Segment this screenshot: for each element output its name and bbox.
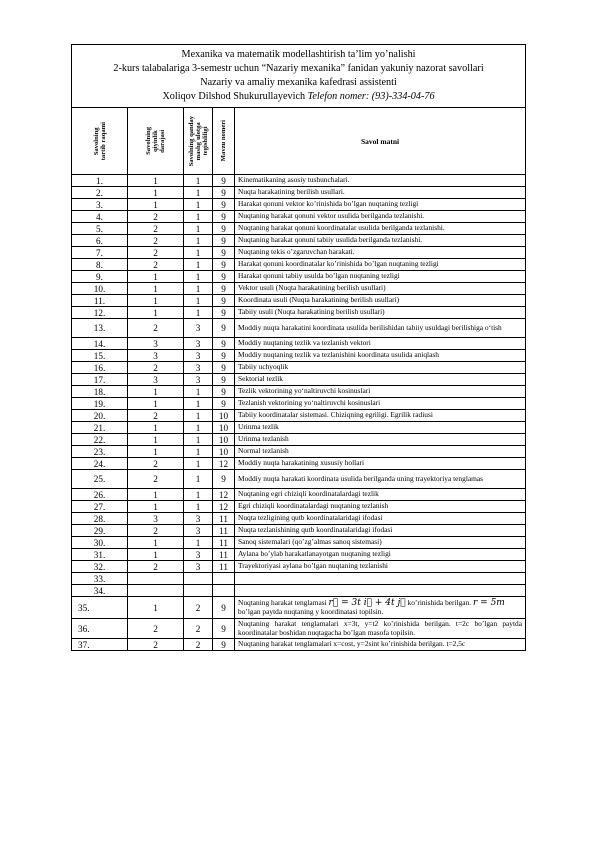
row-question: Harakat qonuni tabiiy usulda bo’lgan nuqtaning tezligi — [235, 271, 526, 283]
row-question: Moddiy nuqtaning tezlik va tezlanishini koordinata usulida aniqlash — [235, 350, 526, 362]
row-lesson-type: 1 — [184, 434, 213, 446]
question-text-part: Nuqtaning harakat tenglamasi — [238, 597, 327, 607]
table-row — [72, 319, 526, 338]
row-question: Harakat qonuni koordinatalar ko’rinishida bo’lgan nuqtaning tezligi — [235, 259, 526, 271]
row-lesson-type: 3 — [184, 350, 213, 362]
row-number: 33. — [72, 573, 128, 585]
row-number: 6. — [72, 235, 128, 247]
row-topic: 11 — [213, 525, 235, 537]
row-question: Nuqta tezligining qutb koordinatalaridagi ifodasi — [235, 513, 526, 525]
row-difficulty: 1 — [128, 386, 184, 398]
author-name: Xoliqov Dilshod Shukurullayevich — [162, 91, 306, 102]
row-topic: 9 — [213, 271, 235, 283]
row-lesson-type: 3 — [184, 374, 213, 386]
table-row — [72, 398, 526, 410]
row-difficulty: 2 — [128, 639, 184, 651]
row-difficulty: 2 — [128, 319, 184, 338]
row-number: 32. — [72, 561, 128, 573]
table-row — [72, 307, 526, 319]
row-difficulty: 3 — [128, 513, 184, 525]
question-text-part: bo’lgan paytda nuqtaning y koordinatasi topilsin. — [238, 606, 384, 616]
row-lesson-type: 1 — [184, 283, 213, 295]
row-question: Vektor usuli (Nuqta harakatining berilish usullari) — [235, 283, 526, 295]
row-topic — [213, 573, 235, 585]
row-topic: 10 — [213, 446, 235, 458]
row-question: Trayektoriyasi aylana bo’lgan nuqtaning tezlanishi — [235, 561, 526, 573]
row-topic: 9 — [213, 223, 235, 235]
row-topic: 9 — [213, 259, 235, 271]
row-number: 1. — [72, 175, 128, 187]
table-row — [72, 549, 526, 561]
col-header-topic-number: Mavzu nomeri — [213, 108, 235, 175]
row-difficulty — [128, 573, 184, 585]
row-difficulty: 2 — [128, 561, 184, 573]
row-question: Tabiiy koordinatalar sistemasi. Chiziqning egriligi. Egrilik radiusi — [235, 410, 526, 422]
header-line-1: Mexanika va matematik modellashtirish ta’lim yo’nalishi — [181, 49, 416, 60]
table-row — [72, 247, 526, 259]
table-row — [72, 410, 526, 422]
row-number: 15. — [72, 350, 128, 362]
row-difficulty: 2 — [128, 525, 184, 537]
row-topic: 11 — [213, 561, 235, 573]
document-header-row — [72, 45, 526, 108]
row-difficulty: 2 — [128, 470, 184, 489]
row-number: 14. — [72, 338, 128, 350]
row-question: Urinma tezlanish — [235, 434, 526, 446]
row-lesson-type: 1 — [184, 271, 213, 283]
row-question: Nuqta harakatining berilish usullari. — [235, 187, 526, 199]
row-question: Nuqtaning harakat qonuni tabiiy usulida berilganda tezlanishi. — [235, 235, 526, 247]
row-topic: 9 — [213, 319, 235, 338]
row-difficulty: 1 — [128, 271, 184, 283]
row-difficulty: 1 — [128, 537, 184, 549]
table-row — [72, 585, 526, 597]
row-number: 11. — [72, 295, 128, 307]
table-row — [72, 470, 526, 489]
row-topic: 9 — [213, 362, 235, 374]
table-row — [72, 525, 526, 537]
row-lesson-type: 2 — [184, 619, 213, 639]
row-topic: 9 — [213, 639, 235, 651]
row-lesson-type: 2 — [184, 597, 213, 619]
row-topic: 9 — [213, 283, 235, 295]
table-row — [72, 235, 526, 247]
row-question — [235, 573, 526, 585]
row-lesson-type: 3 — [184, 362, 213, 374]
row-question: Moddiy nuqtaning tezlik va tezlanish vektori — [235, 338, 526, 350]
row-number: 17. — [72, 374, 128, 386]
row-difficulty: 3 — [128, 338, 184, 350]
table-row — [72, 283, 526, 295]
row-difficulty: 2 — [128, 211, 184, 223]
row-topic: 9 — [213, 175, 235, 187]
row-question — [235, 585, 526, 597]
row-question: Normal tezlanish — [235, 446, 526, 458]
row-difficulty: 1 — [128, 422, 184, 434]
row-topic: 9 — [213, 338, 235, 350]
table-row — [72, 211, 526, 223]
row-number: 10. — [72, 283, 128, 295]
table-row — [72, 271, 526, 283]
row-topic: 9 — [213, 398, 235, 410]
row-difficulty: 1 — [128, 283, 184, 295]
row-lesson-type: 1 — [184, 223, 213, 235]
table-row — [72, 597, 526, 619]
column-header-row — [72, 108, 526, 175]
row-topic: 11 — [213, 513, 235, 525]
row-difficulty: 1 — [128, 307, 184, 319]
row-question: Nuqtaning tekis o’zgaruvchan harakati. — [235, 247, 526, 259]
table-row — [72, 537, 526, 549]
row-question: Egri chiziqli koordinatalardagi nuqtaning tezlanish — [235, 501, 526, 513]
row-question: Sektorial tezlik — [235, 374, 526, 386]
row-difficulty: 3 — [128, 350, 184, 362]
row-lesson-type: 3 — [184, 319, 213, 338]
row-number: 5. — [72, 223, 128, 235]
row-question: Nuqtaning harakat qonuni koordinatalar usulida berilganda tezlanishi. — [235, 223, 526, 235]
question-text-part: ko’rinishida berilgan. — [407, 597, 472, 607]
row-question: Tezlanish vektorining yo‘naltiruvchi kosinuslari — [235, 398, 526, 410]
row-difficulty: 2 — [128, 619, 184, 639]
row-question: Tabiiy usuli (Nuqta harakatining berilish usullari) — [235, 307, 526, 319]
row-difficulty: 1 — [128, 187, 184, 199]
row-lesson-type: 1 — [184, 247, 213, 259]
row-lesson-type: 3 — [184, 338, 213, 350]
document-header — [72, 45, 526, 108]
row-difficulty: 1 — [128, 597, 184, 619]
row-question: Moddiy nuqta harakatining xususiy hollari — [235, 458, 526, 470]
row-topic: 9 — [213, 187, 235, 199]
row-difficulty: 2 — [128, 235, 184, 247]
row-difficulty: 2 — [128, 458, 184, 470]
header-line-4 — [74, 90, 523, 104]
header-line-2: 2-kurs talabalariga 3-semestr uchun “Nazariy mexanika” fanidan yakuniy nazorat savollari — [113, 63, 484, 74]
row-topic: 9 — [213, 619, 235, 639]
row-lesson-type: 3 — [184, 513, 213, 525]
row-lesson-type: 1 — [184, 398, 213, 410]
row-topic: 9 — [213, 374, 235, 386]
row-topic: 9 — [213, 307, 235, 319]
row-lesson-type: 1 — [184, 489, 213, 501]
row-number: 36. — [72, 619, 128, 639]
row-lesson-type: 1 — [184, 259, 213, 271]
row-lesson-type: 3 — [184, 525, 213, 537]
table-row — [72, 489, 526, 501]
table-row — [72, 338, 526, 350]
table-row — [72, 175, 526, 187]
table-row — [72, 501, 526, 513]
row-number: 4. — [72, 211, 128, 223]
row-topic: 9 — [213, 295, 235, 307]
row-topic: 11 — [213, 549, 235, 561]
row-lesson-type — [184, 573, 213, 585]
row-topic: 9 — [213, 247, 235, 259]
row-difficulty: 1 — [128, 446, 184, 458]
row-number: 35. — [72, 597, 128, 619]
row-question: Nuqtaning egri chiziqli koordinatalardagi tezlik — [235, 489, 526, 501]
formula-position-vector: r⃗ = 3t i⃗ + 4t j⃗ — [328, 597, 406, 608]
table-row — [72, 619, 526, 639]
row-difficulty: 2 — [128, 362, 184, 374]
row-lesson-type: 1 — [184, 410, 213, 422]
row-question: Kinematikaning asosiy tushunchalari. — [235, 175, 526, 187]
row-question: Nuqta tezlanishining qutb koordinatalaridagi ifodasi — [235, 525, 526, 537]
row-number: 8. — [72, 259, 128, 271]
row-number: 16. — [72, 362, 128, 374]
row-number: 25. — [72, 470, 128, 489]
row-topic: 10 — [213, 434, 235, 446]
row-number: 29. — [72, 525, 128, 537]
row-number: 9. — [72, 271, 128, 283]
row-lesson-type: 3 — [184, 561, 213, 573]
row-difficulty: 1 — [128, 175, 184, 187]
row-question: Moddiy nuqta harakatini koordinata usulida berilishidan tabiiy usuldagi berilishiga o‘tish — [235, 319, 526, 338]
row-number: 20. — [72, 410, 128, 422]
row-number: 7. — [72, 247, 128, 259]
table-row — [72, 362, 526, 374]
table-row — [72, 422, 526, 434]
row-lesson-type: 1 — [184, 211, 213, 223]
row-question: Tabiiy uchyoqlik — [235, 362, 526, 374]
row-topic: 9 — [213, 597, 235, 619]
table-row — [72, 374, 526, 386]
row-difficulty — [128, 585, 184, 597]
table-row — [72, 386, 526, 398]
row-lesson-type: 1 — [184, 458, 213, 470]
question-table-document — [71, 44, 525, 651]
row-difficulty: 2 — [128, 259, 184, 271]
row-number: 2. — [72, 187, 128, 199]
row-lesson-type: 1 — [184, 295, 213, 307]
row-difficulty: 1 — [128, 489, 184, 501]
row-question: Sanoq sistemalari (qo’zg’almas sanoq sistemasi) — [235, 537, 526, 549]
row-number: 26. — [72, 489, 128, 501]
row-difficulty: 2 — [128, 410, 184, 422]
row-number: 28. — [72, 513, 128, 525]
table-row — [72, 350, 526, 362]
col-header-lesson-type: Savolning qanday mashg`ulotga tegishliligi — [184, 108, 213, 175]
row-difficulty: 2 — [128, 223, 184, 235]
row-difficulty: 1 — [128, 501, 184, 513]
table-row — [72, 187, 526, 199]
row-number: 21. — [72, 422, 128, 434]
table-row — [72, 561, 526, 573]
row-lesson-type: 3 — [184, 549, 213, 561]
table-row — [72, 259, 526, 271]
table-row — [72, 573, 526, 585]
row-lesson-type: 1 — [184, 470, 213, 489]
row-difficulty: 2 — [128, 247, 184, 259]
row-lesson-type: 1 — [184, 235, 213, 247]
row-lesson-type — [184, 585, 213, 597]
row-number: 31. — [72, 549, 128, 561]
row-difficulty: 1 — [128, 295, 184, 307]
row-question: Aylana bo’ylab harakatlanayotgan nuqtaning tezligi — [235, 549, 526, 561]
row-lesson-type: 1 — [184, 446, 213, 458]
row-topic: 11 — [213, 537, 235, 549]
row-number: 34. — [72, 585, 128, 597]
row-lesson-type: 1 — [184, 187, 213, 199]
row-number: 24. — [72, 458, 128, 470]
col-header-order: Savolning tartib raqami — [72, 108, 128, 175]
row-difficulty: 1 — [128, 549, 184, 561]
author-phone: Telefon nomer: (93)-334-04-76 — [307, 91, 435, 102]
table-row — [72, 199, 526, 211]
row-number: 19. — [72, 398, 128, 410]
table-row — [72, 295, 526, 307]
row-number: 22. — [72, 434, 128, 446]
formula-radius: r = 5m — [473, 597, 505, 608]
col-header-question-text: Savol matni — [235, 108, 526, 175]
questions-table — [71, 44, 526, 651]
row-number: 18. — [72, 386, 128, 398]
table-row — [72, 223, 526, 235]
row-topic — [213, 585, 235, 597]
table-row — [72, 458, 526, 470]
row-question: Nuqtaning harakat tenglamalari x=3t, y=t2 ko’rinishida berilgan. t=2c bo’lgan paytda koordinatalar boshidan nuqtagacha bo’lgan masofa topilsin. — [235, 619, 526, 639]
row-difficulty: 1 — [128, 398, 184, 410]
row-lesson-type: 1 — [184, 537, 213, 549]
row-topic: 12 — [213, 501, 235, 513]
row-question: Urinma tezlik — [235, 422, 526, 434]
row-topic: 9 — [213, 470, 235, 489]
row-difficulty: 3 — [128, 374, 184, 386]
row-question: Nuqtaning harakat qonuni vektor usulida berilganda tezlanishi. — [235, 211, 526, 223]
table-row — [72, 446, 526, 458]
row-number: 23. — [72, 446, 128, 458]
row-topic: 9 — [213, 235, 235, 247]
row-lesson-type: 2 — [184, 639, 213, 651]
row-topic: 9 — [213, 386, 235, 398]
row-question: Tezlik vektorining yo‘naltiruvchi kosinuslari — [235, 386, 526, 398]
row-topic: 12 — [213, 489, 235, 501]
row-question: Harakat qonuni vektor ko’rinishida bo’lgan nuqtaning tezligi — [235, 199, 526, 211]
row-topic: 9 — [213, 350, 235, 362]
row-number: 3. — [72, 199, 128, 211]
row-number: 27. — [72, 501, 128, 513]
row-topic: 10 — [213, 422, 235, 434]
row-lesson-type: 1 — [184, 307, 213, 319]
row-lesson-type: 1 — [184, 386, 213, 398]
row-topic: 9 — [213, 211, 235, 223]
row-lesson-type: 1 — [184, 422, 213, 434]
row-question: Nuqtaning harakat tenglamalari x=cost, y=2sint ko’rinishida berilgan. t=2,5c — [235, 639, 526, 651]
row-question — [235, 597, 526, 619]
row-number: 30. — [72, 537, 128, 549]
row-number: 12. — [72, 307, 128, 319]
row-topic: 9 — [213, 199, 235, 211]
row-lesson-type: 1 — [184, 175, 213, 187]
row-topic: 10 — [213, 410, 235, 422]
table-row — [72, 434, 526, 446]
col-header-difficulty: Savolning qiyinlik darajasi — [128, 108, 184, 175]
row-topic: 12 — [213, 458, 235, 470]
row-question: Moddiy nuqta harakati koordinata usulida berilganda uning trayektoriya tenglamas — [235, 470, 526, 489]
row-lesson-type: 1 — [184, 199, 213, 211]
header-line-3: Nazariy va amaliy mexanika kafedrasi assistenti — [200, 77, 397, 88]
table-row — [72, 639, 526, 651]
row-difficulty: 1 — [128, 434, 184, 446]
row-question: Koordinata usuli (Nuqta harakatining berilish usullari) — [235, 295, 526, 307]
row-difficulty: 1 — [128, 199, 184, 211]
row-lesson-type: 1 — [184, 501, 213, 513]
table-row — [72, 513, 526, 525]
row-number: 37. — [72, 639, 128, 651]
row-number: 13. — [72, 319, 128, 338]
